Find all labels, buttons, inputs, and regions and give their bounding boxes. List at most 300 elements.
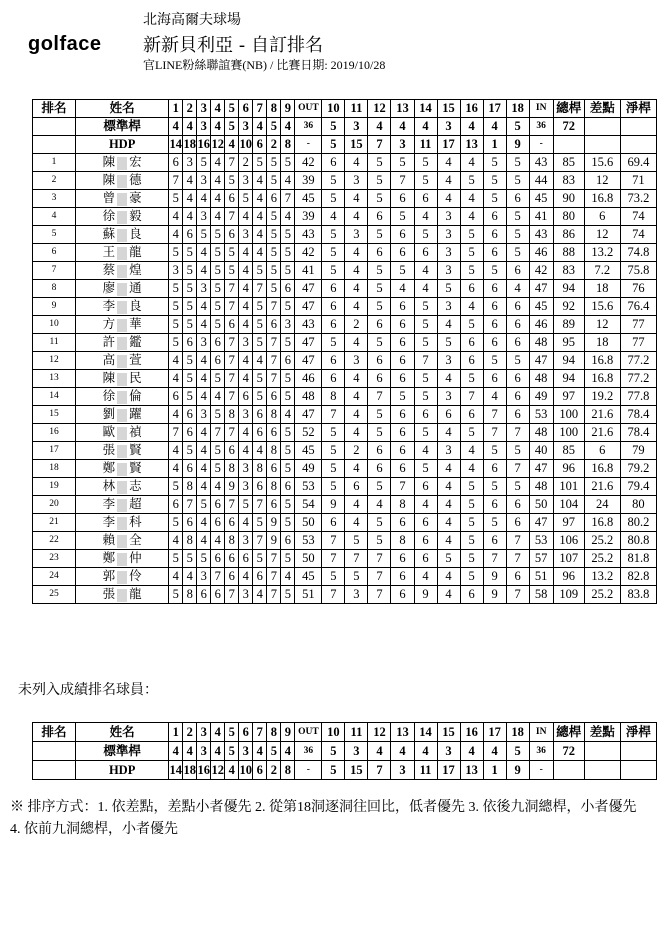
ref-cell: 36 xyxy=(529,742,553,761)
score-cell: 6 xyxy=(253,424,267,442)
ref-cell xyxy=(620,742,656,761)
score-cell: 4 xyxy=(169,352,183,370)
rank-cell: 23 xyxy=(33,550,76,568)
score-cell: 4 xyxy=(183,568,197,586)
score-cell: 46 xyxy=(529,316,553,334)
score-cell: 47 xyxy=(529,352,553,370)
player-row xyxy=(33,532,657,550)
score-cell: 6 xyxy=(253,406,267,424)
score-cell: 109 xyxy=(553,586,584,604)
player-row xyxy=(33,442,657,460)
column-header: 17 xyxy=(483,100,506,118)
score-cell: 51 xyxy=(295,586,322,604)
score-cell: 4 xyxy=(414,280,437,298)
score-cell: 5 xyxy=(414,334,437,352)
ref-cell: 4 xyxy=(391,742,414,761)
score-cell: 5 xyxy=(281,586,295,604)
score-cell: 85 xyxy=(553,442,584,460)
column-header: 13 xyxy=(391,100,414,118)
column-header: 16 xyxy=(460,100,483,118)
score-cell: 80.8 xyxy=(620,532,656,550)
score-cell: 7 xyxy=(506,550,529,568)
score-cell: 5 xyxy=(211,442,225,460)
ref-cell: 4 xyxy=(225,761,239,780)
score-cell: 5 xyxy=(322,334,345,352)
score-cell: 106 xyxy=(553,532,584,550)
score-cell: 4 xyxy=(211,172,225,190)
column-header: 15 xyxy=(437,100,460,118)
ref-cell xyxy=(553,136,584,154)
redacted-name-block xyxy=(117,499,127,512)
score-cell: 47 xyxy=(529,280,553,298)
ref-cell: - xyxy=(529,761,553,780)
score-cell: 4 xyxy=(345,388,368,406)
column-header: 6 xyxy=(239,100,253,118)
score-cell: 5 xyxy=(414,424,437,442)
score-cell: 6 xyxy=(391,586,414,604)
score-cell: 5 xyxy=(267,226,281,244)
rank-cell: 11 xyxy=(33,334,76,352)
score-cell: 7 xyxy=(225,298,239,316)
score-cell: 6 xyxy=(391,244,414,262)
score-cell: 4 xyxy=(169,226,183,244)
page-title: 新新貝利亞 - 自訂排名 xyxy=(143,35,323,56)
ref-cell: 16 xyxy=(197,761,211,780)
score-cell: 6 xyxy=(253,478,267,496)
redacted-name-block xyxy=(117,553,127,566)
score-cell: 9 xyxy=(322,496,345,514)
score-cell: 6 xyxy=(584,208,620,226)
ref-cell: 10 xyxy=(239,136,253,154)
score-cell: 7 xyxy=(322,406,345,424)
score-cell: 5 xyxy=(368,406,391,424)
score-cell: 6 xyxy=(281,478,295,496)
score-cell: 5 xyxy=(483,154,506,172)
player-row xyxy=(33,478,657,496)
score-cell: 5 xyxy=(281,154,295,172)
score-cell: 6 xyxy=(169,496,183,514)
player-name: 廖 通 xyxy=(76,280,169,298)
score-cell: 51 xyxy=(529,568,553,586)
ref-cell: 10 xyxy=(239,761,253,780)
score-cell: 83 xyxy=(553,172,584,190)
score-cell: 3 xyxy=(345,586,368,604)
score-cell: 4 xyxy=(506,280,529,298)
column-header: 7 xyxy=(253,723,267,742)
golface-logo: golface xyxy=(28,33,102,55)
score-cell: 4 xyxy=(281,568,295,586)
ref-cell: 3 xyxy=(391,136,414,154)
ref-cell: 3 xyxy=(239,742,253,761)
score-cell: 4 xyxy=(211,154,225,172)
score-cell: 7 xyxy=(267,298,281,316)
score-cell: 5 xyxy=(211,370,225,388)
score-cell: 42 xyxy=(529,262,553,280)
score-cell: 7 xyxy=(253,496,267,514)
score-cell: 4 xyxy=(345,208,368,226)
rank-cell: 12 xyxy=(33,352,76,370)
score-cell: 83 xyxy=(553,262,584,280)
redacted-name-block xyxy=(117,535,127,548)
score-cell: 6 xyxy=(391,298,414,316)
redacted-name-block xyxy=(117,409,127,422)
score-cell: 86 xyxy=(553,226,584,244)
redacted-name-block xyxy=(117,247,127,260)
score-cell: 5 xyxy=(267,262,281,280)
column-header: 9 xyxy=(281,723,295,742)
score-cell: 4 xyxy=(483,388,506,406)
score-cell: 6 xyxy=(211,496,225,514)
score-cell: 5 xyxy=(225,244,239,262)
score-cell: 4 xyxy=(345,190,368,208)
score-cell: 6 xyxy=(483,370,506,388)
score-cell: 9 xyxy=(225,478,239,496)
score-cell: 4 xyxy=(414,496,437,514)
score-cell: 4 xyxy=(239,280,253,298)
score-cell: 5 xyxy=(281,370,295,388)
score-cell: 53 xyxy=(529,532,553,550)
ref-cell: 1 xyxy=(483,761,506,780)
score-cell: 7 xyxy=(225,352,239,370)
score-cell: 6 xyxy=(225,442,239,460)
score-cell: 15.6 xyxy=(584,298,620,316)
score-cell: 6 xyxy=(584,442,620,460)
score-cell: 96 xyxy=(553,568,584,586)
ref-cell: 18 xyxy=(183,136,197,154)
column-header: 7 xyxy=(253,100,267,118)
score-cell: 80 xyxy=(553,208,584,226)
player-row xyxy=(33,586,657,604)
score-cell: 4 xyxy=(239,352,253,370)
score-cell: 44 xyxy=(529,172,553,190)
score-cell: 4 xyxy=(253,172,267,190)
score-cell: 53 xyxy=(295,478,322,496)
score-cell: 75.8 xyxy=(620,262,656,280)
column-header: 3 xyxy=(197,100,211,118)
sorting-note: ※ 排序方式：1. 依差點，差點小者優先 2. 從第18洞逐洞往回比，低者優先 3. 依後九洞總桿，小者優先 4. 依前九洞總桿，小者優先 xyxy=(10,800,637,837)
player-name: 張 賢 xyxy=(76,442,169,460)
score-cell: 3 xyxy=(239,460,253,478)
score-cell: 4 xyxy=(460,190,483,208)
score-cell: 6 xyxy=(414,550,437,568)
score-cell: 6 xyxy=(483,460,506,478)
score-cell: 5 xyxy=(460,424,483,442)
score-cell: 74.8 xyxy=(620,244,656,262)
score-cell: 6 xyxy=(345,478,368,496)
score-cell: 5 xyxy=(211,298,225,316)
score-cell: 6 xyxy=(368,208,391,226)
score-cell: 7 xyxy=(267,568,281,586)
ref-cell: 4 xyxy=(253,118,267,136)
score-cell: 5 xyxy=(267,208,281,226)
score-cell: 6 xyxy=(211,352,225,370)
score-cell: 4 xyxy=(460,208,483,226)
score-cell: 6 xyxy=(391,352,414,370)
score-cell: 6 xyxy=(225,190,239,208)
score-cell: 74 xyxy=(620,208,656,226)
score-cell: 3 xyxy=(281,316,295,334)
column-header: OUT xyxy=(295,100,322,118)
column-header: 1 xyxy=(169,100,183,118)
score-cell: 5 xyxy=(368,424,391,442)
score-cell: 42 xyxy=(295,244,322,262)
player-name: 劉 躍 xyxy=(76,406,169,424)
score-cell: 4 xyxy=(197,316,211,334)
score-cell: 7 xyxy=(211,424,225,442)
score-cell: 5 xyxy=(460,244,483,262)
score-cell: 5 xyxy=(506,478,529,496)
redacted-name-block xyxy=(117,229,127,242)
score-cell: 13.2 xyxy=(584,244,620,262)
score-cell: 7 xyxy=(267,370,281,388)
score-cell: 5 xyxy=(281,244,295,262)
score-cell: 78.4 xyxy=(620,424,656,442)
score-cell: 5 xyxy=(368,172,391,190)
player-row xyxy=(33,208,657,226)
score-cell: 4 xyxy=(345,514,368,532)
score-cell: 4 xyxy=(414,568,437,586)
score-cell: 6 xyxy=(506,334,529,352)
redacted-name-block xyxy=(117,301,127,314)
score-cell: 4 xyxy=(345,406,368,424)
score-cell: 6 xyxy=(460,406,483,424)
score-cell: 4 xyxy=(211,478,225,496)
score-cell: 4 xyxy=(414,208,437,226)
score-cell: 7 xyxy=(183,496,197,514)
score-cell: 16.8 xyxy=(584,514,620,532)
score-cell: 76 xyxy=(620,280,656,298)
score-cell: 5 xyxy=(414,298,437,316)
score-cell: 5 xyxy=(183,244,197,262)
player-row xyxy=(33,370,657,388)
score-cell: 5 xyxy=(460,532,483,550)
score-cell: 6 xyxy=(368,244,391,262)
score-cell: 5 xyxy=(391,262,414,280)
rank-cell: 25 xyxy=(33,586,76,604)
score-cell: 5 xyxy=(437,550,460,568)
score-cell: 6 xyxy=(460,334,483,352)
player-row xyxy=(33,352,657,370)
score-cell: 6 xyxy=(483,244,506,262)
redacted-name-block xyxy=(117,517,127,530)
score-cell: 4 xyxy=(211,208,225,226)
ref-cell: 6 xyxy=(253,136,267,154)
score-cell: 47 xyxy=(529,514,553,532)
redacted-name-block xyxy=(117,445,127,458)
score-cell: 6 xyxy=(183,406,197,424)
score-cell: 4 xyxy=(460,460,483,478)
score-cell: 6 xyxy=(183,226,197,244)
player-row xyxy=(33,568,657,586)
score-cell: 100 xyxy=(553,406,584,424)
score-cell: 8 xyxy=(183,586,197,604)
ref-cell: 6 xyxy=(253,761,267,780)
score-cell: 4 xyxy=(197,424,211,442)
player-name: 林 志 xyxy=(76,478,169,496)
score-cell: 53 xyxy=(529,406,553,424)
ref-cell xyxy=(553,761,584,780)
score-cell: 48 xyxy=(529,424,553,442)
column-header: 排名 xyxy=(33,100,76,118)
score-cell: 6 xyxy=(506,262,529,280)
score-cell: 5 xyxy=(391,208,414,226)
column-header: 5 xyxy=(225,723,239,742)
score-cell: 7 xyxy=(368,586,391,604)
score-cell: 4 xyxy=(197,514,211,532)
redacted-name-block xyxy=(117,265,127,278)
score-cell: 6 xyxy=(506,568,529,586)
event-subtitle: 官LINE粉絲聯誼賽(NB) / 比賽日期: 2019/10/28 xyxy=(143,58,386,72)
score-cell: 6 xyxy=(483,532,506,550)
score-cell: 24 xyxy=(584,496,620,514)
score-cell: 4 xyxy=(345,154,368,172)
ref-cell: 8 xyxy=(281,761,295,780)
column-header: 差點 xyxy=(584,723,620,742)
ref-cell: 4 xyxy=(460,742,483,761)
score-cell: 8 xyxy=(183,532,197,550)
score-cell: 19.2 xyxy=(584,388,620,406)
score-cell: 5 xyxy=(281,424,295,442)
score-cell: 5 xyxy=(169,514,183,532)
score-cell: 6 xyxy=(391,568,414,586)
score-cell: 4 xyxy=(253,352,267,370)
player-row xyxy=(33,334,657,352)
score-cell: 4 xyxy=(437,190,460,208)
column-header: 8 xyxy=(267,723,281,742)
ref-cell: 4 xyxy=(368,118,391,136)
score-cell: 5 xyxy=(211,226,225,244)
score-cell: 5 xyxy=(169,550,183,568)
par-row xyxy=(33,118,657,136)
score-cell: 6 xyxy=(225,316,239,334)
score-cell: 6 xyxy=(267,316,281,334)
ref-cell: 14 xyxy=(169,761,183,780)
score-cell: 5 xyxy=(391,388,414,406)
score-cell: 41 xyxy=(529,208,553,226)
score-cell: 50 xyxy=(529,496,553,514)
score-cell: 6 xyxy=(281,352,295,370)
ref-cell: 12 xyxy=(211,761,225,780)
score-cell: 4 xyxy=(345,298,368,316)
score-cell: 4 xyxy=(197,388,211,406)
score-cell: 18 xyxy=(584,334,620,352)
score-cell: 4 xyxy=(183,208,197,226)
score-cell: 5 xyxy=(345,568,368,586)
column-header: 12 xyxy=(368,100,391,118)
score-cell: 6 xyxy=(211,550,225,568)
score-cell: 5 xyxy=(460,514,483,532)
score-cell: 6 xyxy=(391,190,414,208)
rank-cell: 21 xyxy=(33,514,76,532)
rank-cell: 6 xyxy=(33,244,76,262)
table-header-row xyxy=(33,100,657,118)
score-cell: 3 xyxy=(197,334,211,352)
score-cell: 5 xyxy=(483,190,506,208)
ref-cell: 5 xyxy=(322,761,345,780)
score-cell: 2 xyxy=(345,442,368,460)
score-cell: 4 xyxy=(239,424,253,442)
score-cell: 47 xyxy=(295,334,322,352)
score-cell: 4 xyxy=(437,586,460,604)
score-cell: 5 xyxy=(368,478,391,496)
score-cell: 4 xyxy=(322,208,345,226)
venue-name: 北海高爾夫球場 xyxy=(143,13,241,28)
score-cell: 80.2 xyxy=(620,514,656,532)
score-cell: 5 xyxy=(281,550,295,568)
player-row xyxy=(33,388,657,406)
score-cell: 7 xyxy=(506,586,529,604)
column-header: 17 xyxy=(483,723,506,742)
ref-cell: 17 xyxy=(437,136,460,154)
score-cell: 46 xyxy=(295,370,322,388)
rank-cell: 17 xyxy=(33,442,76,460)
row-label: HDP xyxy=(76,761,169,780)
row-label: HDP xyxy=(76,136,169,154)
score-cell: 4 xyxy=(197,298,211,316)
ref-cell: 14 xyxy=(169,136,183,154)
score-cell: 5 xyxy=(225,172,239,190)
score-cell: 76.4 xyxy=(620,298,656,316)
score-cell: 4 xyxy=(460,154,483,172)
score-cell: 8 xyxy=(267,442,281,460)
rank-cell: 2 xyxy=(33,172,76,190)
redacted-name-block xyxy=(117,193,127,206)
score-cell: 7 xyxy=(414,352,437,370)
ref-cell: 9 xyxy=(506,761,529,780)
score-cell: 5 xyxy=(483,442,506,460)
player-name: 王 龍 xyxy=(76,244,169,262)
score-cell: 3 xyxy=(345,226,368,244)
player-row xyxy=(33,172,657,190)
player-name: 徐 毅 xyxy=(76,208,169,226)
score-cell: 5 xyxy=(281,262,295,280)
score-cell: 6 xyxy=(460,280,483,298)
score-cell: 4 xyxy=(169,370,183,388)
score-cell: 96 xyxy=(553,460,584,478)
score-cell: 5 xyxy=(253,154,267,172)
score-cell: 5 xyxy=(183,280,197,298)
column-header: 3 xyxy=(197,723,211,742)
score-cell: 7 xyxy=(322,586,345,604)
score-cell: 7 xyxy=(267,352,281,370)
score-cell: 4 xyxy=(239,370,253,388)
score-cell: 8 xyxy=(391,532,414,550)
column-header: 2 xyxy=(183,100,197,118)
score-cell: 4 xyxy=(183,190,197,208)
column-header: 排名 xyxy=(33,723,76,742)
score-cell: 7 xyxy=(225,334,239,352)
score-cell: 5 xyxy=(211,406,225,424)
score-cell: 77.2 xyxy=(620,370,656,388)
score-cell: 5 xyxy=(322,244,345,262)
score-cell: 5 xyxy=(437,334,460,352)
score-cell: 5 xyxy=(281,298,295,316)
score-cell: 6 xyxy=(483,280,506,298)
score-cell: 4 xyxy=(197,190,211,208)
score-cell: 3 xyxy=(183,154,197,172)
score-cell: 4 xyxy=(281,172,295,190)
rank-cell: 19 xyxy=(33,478,76,496)
score-cell: 3 xyxy=(239,478,253,496)
score-cell: 6 xyxy=(368,370,391,388)
score-cell: 48 xyxy=(529,334,553,352)
score-cell: 8 xyxy=(391,496,414,514)
column-header: 5 xyxy=(225,100,239,118)
score-cell: 6 xyxy=(211,334,225,352)
score-cell: 4 xyxy=(169,442,183,460)
player-name: 方 華 xyxy=(76,316,169,334)
score-cell: 78.4 xyxy=(620,406,656,424)
